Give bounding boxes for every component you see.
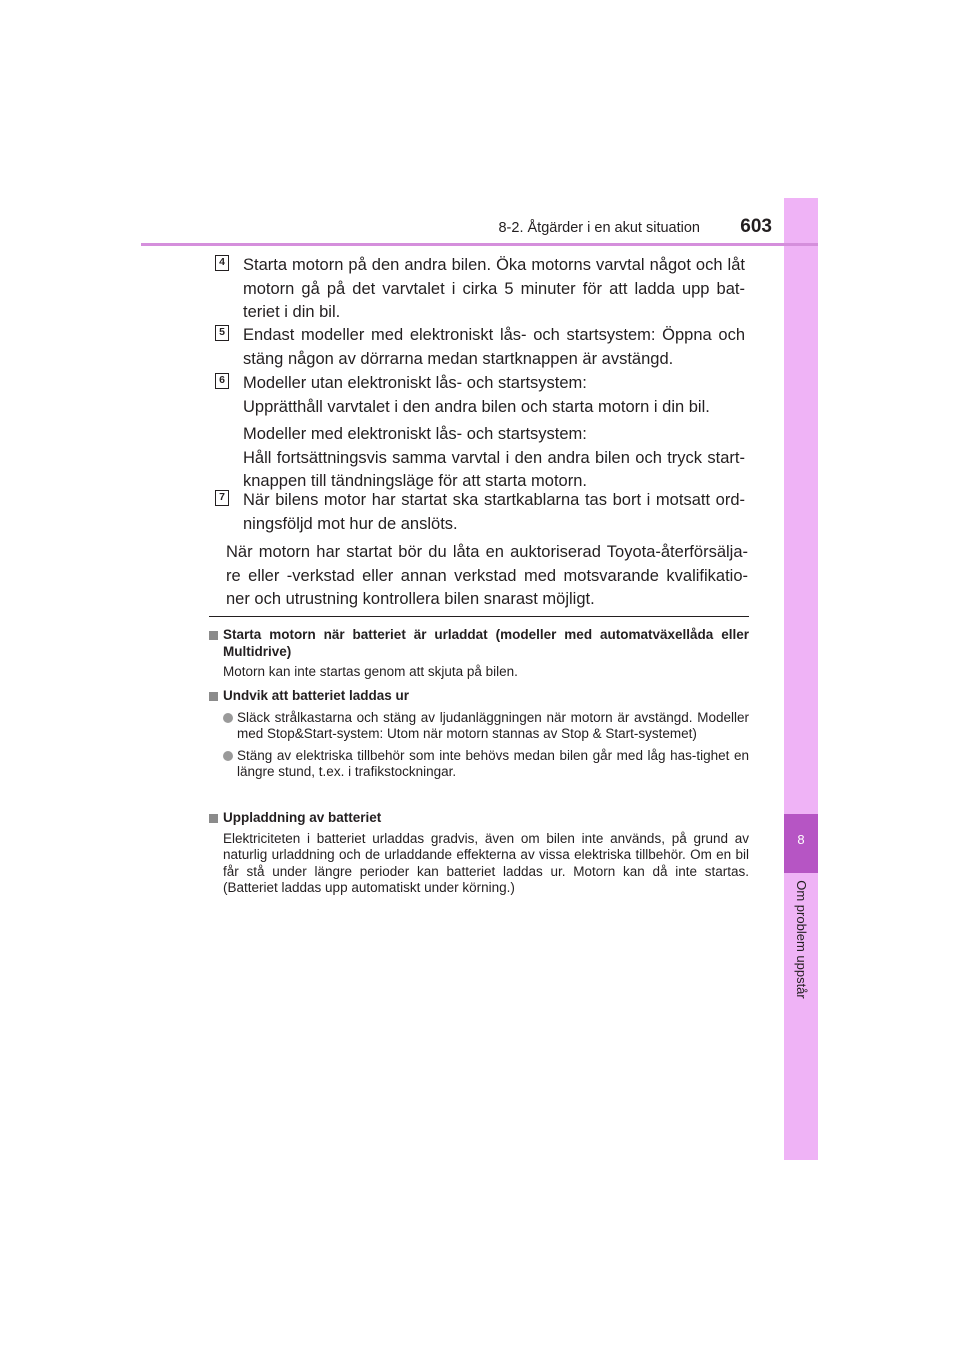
page-number: 603 xyxy=(740,216,772,237)
list-item-text: Släck strålkastarna och stäng av ljudanläggningen när motorn är avstängd. Modeller med Stop&Start-system: Utom när motorn stannas av Stop & Start-systemet) xyxy=(237,709,749,741)
header-rule xyxy=(141,243,818,246)
step-text: När bilens motor har startat ska startkablarna tas bort i motsatt ord-ningsföljd mot hur de anslöts. xyxy=(243,491,745,533)
info-heading: Undvik att batteriet laddas ur xyxy=(223,688,410,703)
square-bullet-icon xyxy=(209,631,218,640)
chapter-label xyxy=(784,879,818,999)
round-bullet-icon xyxy=(223,713,233,723)
step-text xyxy=(243,372,745,494)
step-6-condition-1: Modeller utan elektroniskt lås- och startsystem: xyxy=(243,374,587,392)
square-bullet-icon xyxy=(209,692,218,701)
step-5 xyxy=(215,324,745,371)
info-jump-start xyxy=(209,627,749,681)
info-recharge xyxy=(209,810,749,897)
step-number-box: 4 xyxy=(215,255,229,271)
note-paragraph: När motorn har startat bör du låta en auktoriserad Toyota-återförsälja-re eller -verkstad eller annan verkstad med motsvarande kvalifikatio-ner och utrustning kontrollera bilen snarast möjligt. xyxy=(226,543,748,608)
step-6-instruction-1: Upprätthåll varvtalet i den andra bilen och starta motorn i din bil. xyxy=(243,397,710,416)
info-body: Motorn kan inte startas genom att skjuta på bilen. xyxy=(223,664,518,679)
chapter-side-tab xyxy=(784,198,818,1160)
divider xyxy=(209,616,749,617)
info-heading: Uppladdning av batteriet xyxy=(223,810,382,825)
list-item-text: Stäng av elektriska tillbehör som inte behövs medan bilen går med låg has-tighet en längre stund, t.ex. i trafikstockningar. xyxy=(237,747,749,779)
step-6-instruction-2: Håll fortsättningsvis samma varvtal i den andra bilen och tryck start-knappen till tändningsläge för att starta motorn. xyxy=(243,448,745,490)
round-bullet-icon xyxy=(223,751,233,761)
info-avoid-discharge xyxy=(209,688,749,781)
step-7 xyxy=(215,489,745,536)
step-number-box: 6 xyxy=(215,373,229,389)
chapter-number: 8 xyxy=(797,832,805,847)
step-number-box: 5 xyxy=(215,325,229,341)
step-6 xyxy=(215,372,745,498)
square-bullet-icon xyxy=(209,814,218,823)
step-number-box: 7 xyxy=(215,490,229,506)
step-4 xyxy=(215,254,745,325)
step-6-condition-2: Modeller med elektroniskt lås- och startsystem: xyxy=(243,425,587,443)
info-heading: Starta motorn när batteriet är urladdat (modeller med automatväxellåda eller Multidrive) xyxy=(223,627,749,659)
list-item xyxy=(223,710,749,743)
list-item xyxy=(223,748,749,781)
step-text: Starta motorn på den andra bilen. Öka motorns varvtal något och låt motorn gå på det varvtalet i cirka 5 minuter för att ladda upp bat-teriet i din bil. xyxy=(243,256,745,321)
info-body: Elektriciteten i batteriet urladdas gradvis, även om bilen inte används, på grund av naturlig urladdning och de urladdande effekterna av vissa elektriska tillbehör. Om en bil får stå under längre perioder kan batteriet laddas ur. Motorn kan då inte startas. (Batteriet laddas upp automatiskt under körning.) xyxy=(223,830,749,895)
step-text: Endast modeller med elektroniskt lås- och startsystem: Öppna och stäng någon av dörrarna medan startknappen är avstängd. xyxy=(243,326,745,368)
section-title: 8-2. Åtgärder i en akut situation xyxy=(498,220,700,236)
chapter-label-text: Om problem uppstår xyxy=(793,879,809,999)
